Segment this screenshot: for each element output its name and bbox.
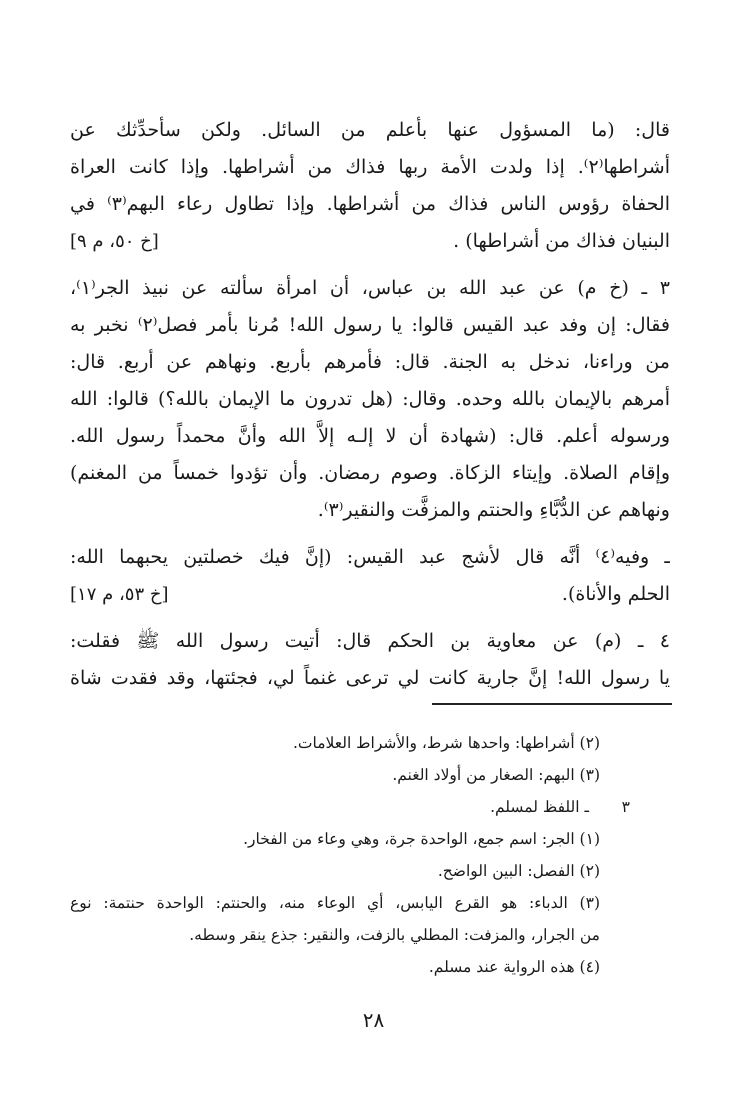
- text-line: ٤ ـ (م) عن معاوية بن الحكم قال: أتيت رسول الله ﷺ فقلت:: [70, 630, 670, 652]
- footnotes: [70, 727, 630, 983]
- text-line: [70, 223, 670, 260]
- footnote-line: (٢) الفصل: البين الواضح.: [437, 862, 600, 880]
- text-line-content: البنيان فذاك من أشراطها) .: [453, 230, 670, 252]
- text-line: ورسوله أعلم. قال: (شهادة أن لا إلـه إلاَّ الله وأنَّ محمداً رسول الله.: [70, 425, 670, 447]
- text-line: أشراطها⁽٢⁾. إذا ولدت الأمة ربها فذاك من أشراطها. وإذا كانت العراة: [70, 156, 670, 178]
- text-line: ونهاهم عن الدُّبَّاءِ والحنتم والمزفَّت والنقير⁽٣⁾.: [317, 499, 670, 521]
- main-text: [70, 112, 670, 697]
- footnote-line: (٢) أشراطها: واحدها شرط، والأشراط العلامات.: [292, 734, 600, 752]
- hadith-reference: [خ ٥٠، م ٩]: [70, 231, 159, 252]
- text-line: ٣ ـ (خ م) عن عبد الله بن عباس، أن امرأة سألته عن نبيذ الجر⁽١⁾،: [70, 277, 670, 299]
- footnote-line: (٣) البهم: الصغار من أولاد الغنم.: [392, 766, 600, 784]
- text-line-content: الحلم والأناة).: [561, 583, 670, 605]
- text-line: أمرهم بالإيمان بالله وحده. وقال: (هل تدرون ما الإيمان بالله؟) قالوا: الله: [70, 388, 670, 410]
- text-line: فقال: إن وفد عبد القيس قالوا: يا رسول الله! مُرنا بأمر فصل⁽٢⁾ نخبر به: [70, 314, 670, 336]
- text-line: يا رسول الله! إنَّ جارية كانت لي ترعى غنماً لي، فجئتها، وقد فقدت شاة: [70, 667, 670, 689]
- hadith-reference: [خ ٥٣، م ١٧]: [70, 584, 169, 605]
- footnote-line: (٣) الدباء: هو القرع اليابس، أي الوعاء منه، والحنتم: الواحدة حنتمة: نوع: [70, 894, 600, 912]
- text-line: [70, 576, 670, 613]
- text-line: الحفاة رؤوس الناس فذاك من أشراطها. وإذا تطاول رعاء البهم⁽٣⁾ في: [70, 193, 670, 215]
- footnote-line: من الجرار، والمزفت: المطلي بالزفت، والنقير: جذع ينقر وسطه.: [189, 926, 600, 944]
- text-line: ـ وفيه⁽٤⁾ أنَّه قال لأشج عبد القيس: (إنَّ فيك خصلتين يحبهما الله:: [70, 546, 670, 568]
- footnote-line: (٤) هذه الرواية عند مسلم.: [428, 958, 600, 976]
- text-line: وإقام الصلاة. وإيتاء الزكاة. وصوم رمضان. وأن تؤدوا خمساً من المغنم): [70, 462, 670, 484]
- footnote-line: (١) الجر: اسم جمع، الواحدة جرة، وهي وعاء من الفخار.: [243, 830, 600, 848]
- text-line: من وراءنا، ندخل به الجنة. قال: فأمرهم بأربع. ونهاهم عن أربع. قال:: [70, 351, 670, 373]
- footnote-section-label: ـ اللفظ لمسلم.: [490, 798, 590, 816]
- footnote-divider: [432, 703, 672, 705]
- footnote-section-number: ٣: [621, 798, 630, 816]
- text-line: قال: (ما المسؤول عنها بأعلم من السائل. ولكن سأحدِّثك عن: [70, 119, 670, 141]
- page-number: ٢٨: [362, 1008, 385, 1032]
- footnote-section: [70, 791, 630, 823]
